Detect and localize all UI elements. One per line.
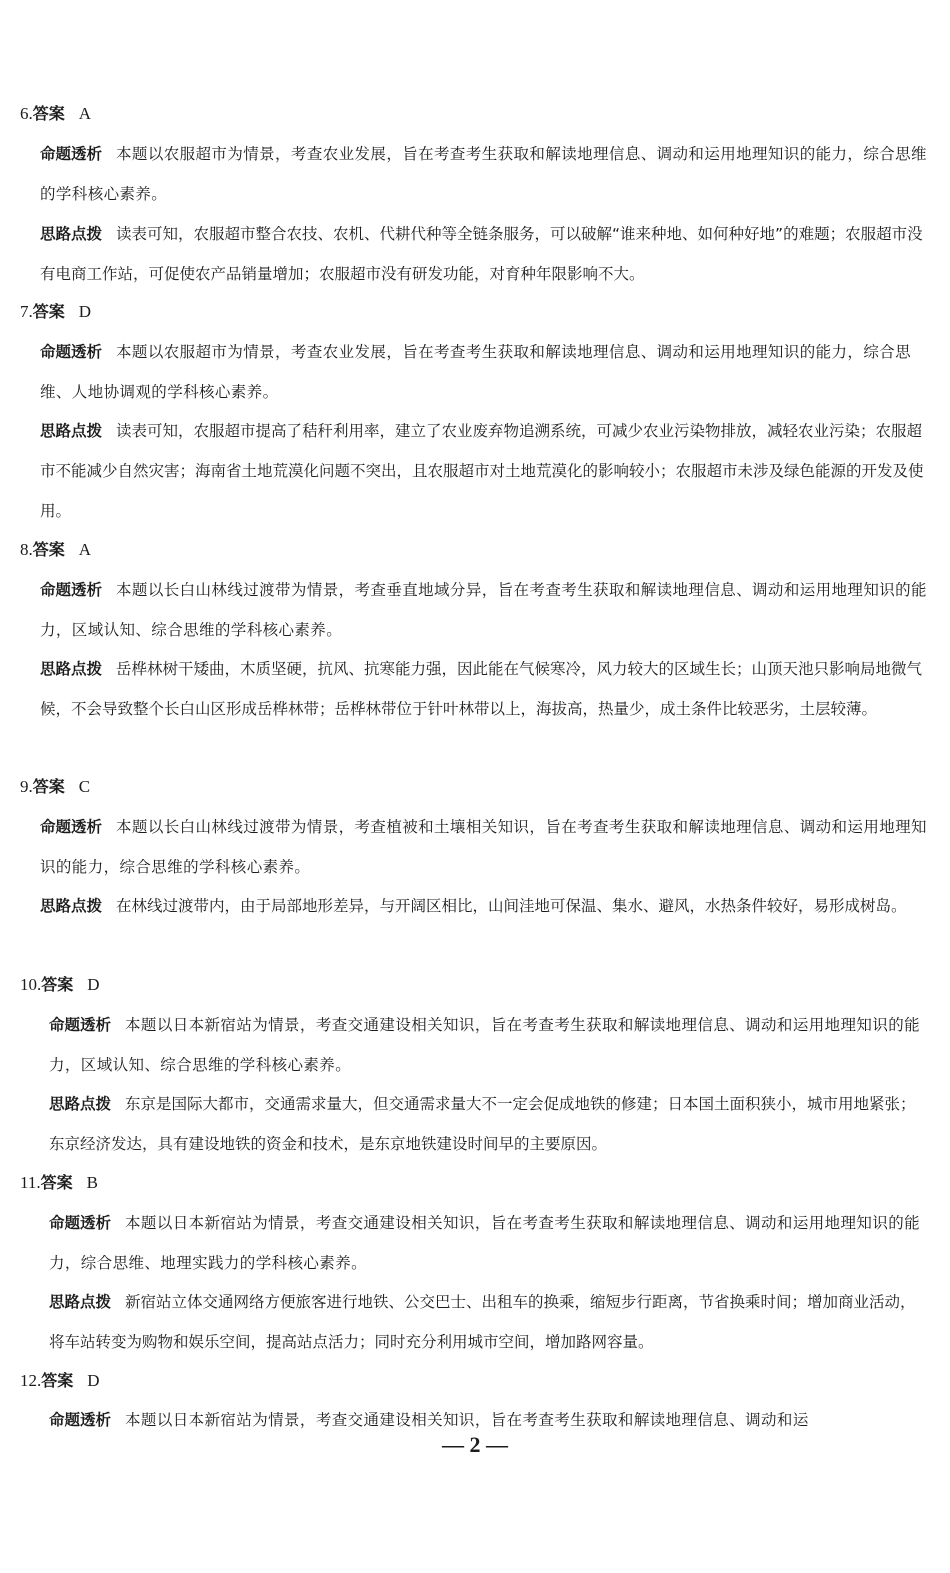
- analysis-label: 命题透析: [49, 1016, 112, 1034]
- analysis-label: 命题透析: [40, 581, 103, 599]
- question-6-header: [20, 94, 91, 134]
- analysis-text: 本题以日本新宿站为情景，考查交通建设相关知识，旨在考查考生获取和解读地理信息、调动和运: [125, 1411, 809, 1429]
- answer-value: B: [86, 1173, 98, 1192]
- question-8-header: [20, 530, 91, 570]
- analysis-text: 本题以长白山林线过渡带为情景，考查植被和土壤相关知识，旨在考查考生获取和解读地理信息、调动和运用地理知识的能力，综合思维的学科核心素养。: [40, 818, 927, 876]
- question-number: 12.: [20, 1371, 42, 1390]
- question-11-hint: [49, 1282, 929, 1362]
- question-7-header: [20, 292, 91, 332]
- hint-label: 思路点拨: [40, 422, 103, 440]
- answer-value: D: [87, 975, 100, 994]
- question-9-analysis: [40, 807, 930, 887]
- answer-label: 答案: [41, 975, 74, 994]
- question-10-analysis: [49, 1005, 929, 1085]
- question-11-header: [20, 1163, 98, 1203]
- analysis-label: 命题透析: [49, 1214, 112, 1232]
- hint-text: 在林线过渡带内，由于局部地形差异，与开阔区相比，山间洼地可保温、集水、避风，水热条件较好，易形成树岛。: [116, 897, 907, 915]
- analysis-text: 本题以农服超市为情景，考查农业发展，旨在考查考生获取和解读地理信息、调动和运用地理知识的能力，综合思维的学科核心素养。: [40, 145, 927, 203]
- hint-label: 思路点拨: [49, 1293, 112, 1311]
- question-12-header: [20, 1361, 100, 1401]
- question-number: 9.: [20, 777, 33, 796]
- analysis-text: 本题以日本新宿站为情景，考查交通建设相关知识，旨在考查考生获取和解读地理信息、调动和运用地理知识的能力，区域认知、综合思维的学科核心素养。: [49, 1016, 921, 1074]
- answer-label: 答案: [41, 1371, 74, 1390]
- question-number: 8.: [20, 540, 33, 559]
- answer-value: A: [78, 540, 92, 559]
- answer-value: C: [78, 777, 91, 796]
- hint-text: 岳桦林树干矮曲，木质坚硬，抗风、抗寒能力强，因此能在气候寒冷，风力较大的区域生长；山顶天池只影响局地微气候，不会导致整个长白山区形成岳桦林带；岳桦林带位于针叶林带以上，海拔高，热量少，成土条件比较恶劣，土层较薄。: [40, 660, 923, 718]
- question-7-analysis: [40, 332, 930, 412]
- question-number: 6.: [20, 104, 33, 123]
- page-number: — 2 —: [442, 1432, 508, 1457]
- question-8-analysis: [40, 570, 930, 650]
- analysis-text: 本题以日本新宿站为情景，考查交通建设相关知识，旨在考查考生获取和解读地理信息、调动和运用地理知识的能力，综合思维、地理实践力的学科核心素养。: [49, 1214, 921, 1272]
- hint-label: 思路点拨: [40, 225, 103, 243]
- hint-text: 新宿站立体交通网络方便旅客进行地铁、公交巴士、出租车的换乘，缩短步行距离，节省换乘时间；增加商业活动，将车站转变为购物和娱乐空间，提高站点活力；同时充分利用城市空间，增加路网容量。: [49, 1293, 916, 1351]
- answer-label: 答案: [40, 1173, 73, 1192]
- analysis-label: 命题透析: [40, 343, 103, 361]
- hint-text: 东京是国际大都市，交通需求量大，但交通需求量大不一定会促成地铁的修建；日本国土面积狭小，城市用地紧张；东京经济发达，具有建设地铁的资金和技术，是东京地铁建设时间早的主要原因。: [49, 1095, 916, 1153]
- hint-text: 读表可知，农服超市提高了秸秆利用率，建立了农业废弃物追溯系统，可减少农业污染物排放，减轻农业污染；农服超市不能减少自然灾害；海南省土地荒漠化问题不突出，且农服超市对土地荒漠化的影响较小；农服超市未涉及绿色能源的开发及使用。: [40, 422, 924, 520]
- question-number: 10.: [20, 975, 42, 994]
- question-9-hint: [40, 886, 930, 926]
- hint-label: 思路点拨: [40, 897, 103, 915]
- question-number: 7.: [20, 302, 33, 321]
- question-number: 11.: [20, 1173, 41, 1192]
- question-11-analysis: [49, 1203, 929, 1283]
- question-10-header: [20, 965, 100, 1005]
- analysis-label: 命题透析: [49, 1411, 112, 1429]
- hint-label: 思路点拨: [49, 1095, 112, 1113]
- answer-label: 答案: [32, 302, 65, 321]
- analysis-label: 命题透析: [40, 145, 103, 163]
- analysis-label: 命题透析: [40, 818, 103, 836]
- answer-value: D: [87, 1371, 100, 1390]
- answer-label: 答案: [32, 777, 65, 796]
- hint-label: 思路点拨: [40, 660, 103, 678]
- question-8-hint: [40, 649, 930, 729]
- question-7-hint: [40, 411, 930, 531]
- answer-label: 答案: [32, 540, 65, 559]
- question-6-analysis: [40, 134, 930, 214]
- answer-value: A: [78, 104, 92, 123]
- answer-value: D: [78, 302, 92, 321]
- question-6-hint: [40, 214, 930, 294]
- analysis-text: 本题以长白山林线过渡带为情景，考查垂直地域分异，旨在考查考生获取和解读地理信息、调动和运用地理知识的能力，区域认知、综合思维的学科核心素养。: [40, 581, 927, 639]
- hint-text: 读表可知，农服超市整合农技、农机、代耕代种等全链条服务，可以破解“谁来种地、如何种好地”的难题；农服超市没有电商工作站，可促使农产品销量增加；农服超市没有研发功能，对育种年限影响不大。: [40, 225, 923, 283]
- question-10-hint: [49, 1084, 929, 1164]
- analysis-text: 本题以农服超市为情景，考查农业发展，旨在考查考生获取和解读地理信息、调动和运用地理知识的能力，综合思维、人地协调观的学科核心素养。: [40, 343, 912, 401]
- question-9-header: [20, 767, 90, 807]
- answer-label: 答案: [32, 104, 65, 123]
